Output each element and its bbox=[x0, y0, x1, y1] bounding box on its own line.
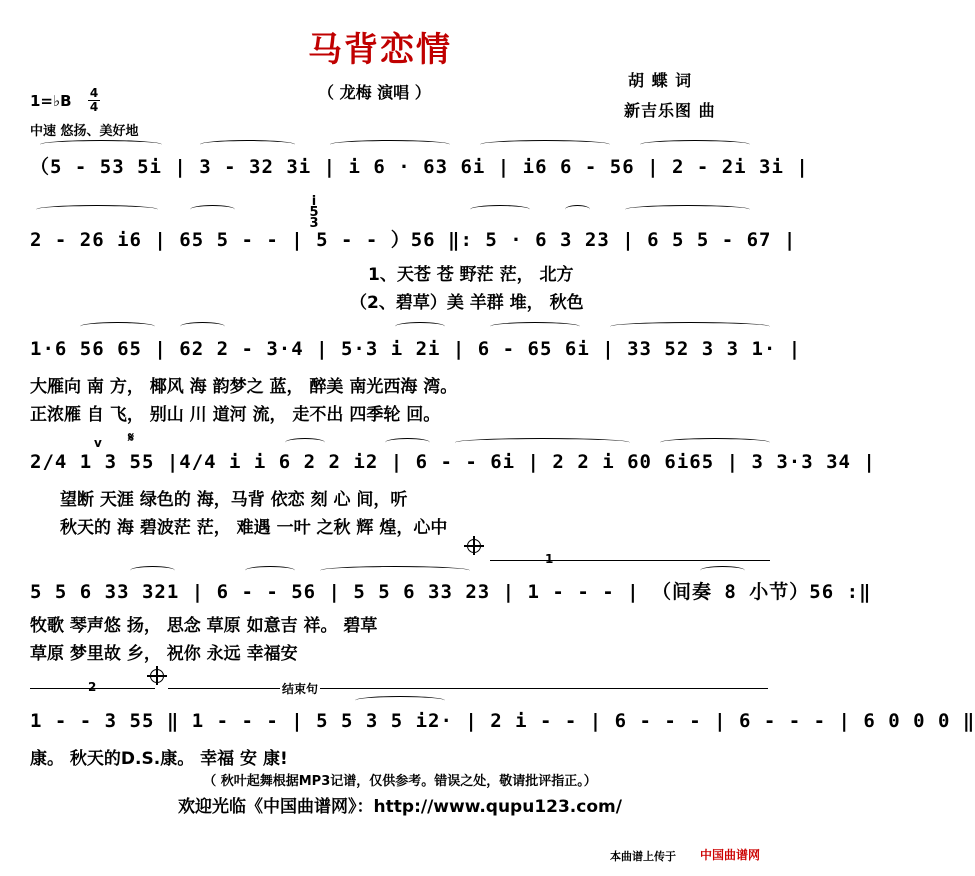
coda-icon-1 bbox=[467, 539, 481, 553]
staff-line-4: 2/4 1 3 55 |4/4 i i 6 2 2 i2 | 6 - - 6i | 2 2 i 60 6i65 | 3 3·3 34 | bbox=[30, 451, 876, 473]
lyric-v1-line4: 牧歌 琴声悠 扬， 思念 草原 如意吉 祥。 碧草 bbox=[30, 616, 378, 636]
chord-stack: i 5 3 bbox=[309, 194, 319, 231]
lyric-v1-line2: 大雁向 南 方， 椰风 海 韵梦之 蓝， 醉美 南光西海 湾。 bbox=[30, 377, 458, 397]
site-logo: 中国曲谱网 bbox=[700, 848, 761, 862]
lyric-v2-line1: （2、碧草）美 羊群 堆， 秋色 bbox=[350, 293, 584, 313]
staff-line-1: （5 - 53 5i | 3 - 32 3i | i 6 · 63 6i | i6 6 - 56 | 2 - 2i 3i | bbox=[30, 156, 809, 178]
volta-2-label: 2 bbox=[88, 680, 97, 694]
song-title: 马背恋情 bbox=[308, 30, 452, 70]
time-sig-top: 4 bbox=[89, 86, 99, 100]
upload-label: 本曲谱上传于 bbox=[610, 850, 676, 863]
lyric-v1-line1: 1、天苍 苍 野茫 茫， 北方 bbox=[368, 265, 574, 285]
volta-1-label: 1 bbox=[545, 552, 554, 566]
transcription-note: （ 秋叶起舞根据MP3记谱，仅供参考。错误之处，敬请批评指正。） bbox=[203, 774, 597, 789]
time-sig-bottom: 4 bbox=[89, 100, 99, 114]
staff-line-5: 5 5 6 33 321 | 6 - - 56 | 5 5 6 33 23 | 1 - - - | （间奏 8 小节）56 :‖ bbox=[30, 581, 872, 603]
lyric-ending: 康。 秋天的D.S.康。 幸福 安 康! bbox=[30, 749, 288, 769]
website-link[interactable]: 欢迎光临《中国曲谱网》：http://www.qupu123.com/ bbox=[178, 797, 622, 817]
tempo-marking: 中速 悠扬、美好地 bbox=[30, 124, 139, 139]
coda-icon-2 bbox=[150, 669, 164, 683]
staff-line-3: 1·6 56 65 | 62 2 - 3·4 | 5·3 i 2i | 6 - 65 6i | 33 52 3 3 1· | bbox=[30, 338, 802, 360]
lyric-v1-line3: 望断 天涯 绿色的 海，马背 依恋 刻 心 间，听 bbox=[60, 490, 408, 510]
lyric-v2-line3: 秋天的 海 碧波茫 茫， 难遇 一叶 之秋 辉 煌，心中 bbox=[60, 518, 448, 538]
composer-credit: 新吉乐图 曲 bbox=[624, 101, 716, 120]
lyric-v2-line2: 正浓雁 自 飞， 别山 川 道河 流， 走不出 四季轮 回。 bbox=[30, 405, 441, 425]
staff-line-2: 2 - 26 i6 | 65 5 - - | 5 - - ）56 ‖: 5 · 6 3 23 | 6 5 5 - 67 | bbox=[30, 229, 797, 251]
time-signature bbox=[88, 87, 100, 114]
singer-credit: （ 龙梅 演唱 ） bbox=[318, 83, 431, 102]
lyricist-credit: 胡 蝶 词 bbox=[628, 71, 693, 90]
segno-icon: 𝄋 bbox=[128, 430, 135, 446]
breath-mark: v bbox=[94, 436, 102, 450]
key-signature: 1=♭B bbox=[30, 92, 72, 110]
ending-label: 结束句 bbox=[282, 682, 319, 696]
lyric-v2-line4: 草原 梦里故 乡， 祝你 永远 幸福安 bbox=[30, 644, 298, 664]
staff-line-6: 1 - - 3 55 ‖ 1 - - - | 5 5 3 5 i2· | 2 i - - | 6 - - - | 6 - - - | 6 0 0 0 ‖ bbox=[30, 710, 975, 732]
